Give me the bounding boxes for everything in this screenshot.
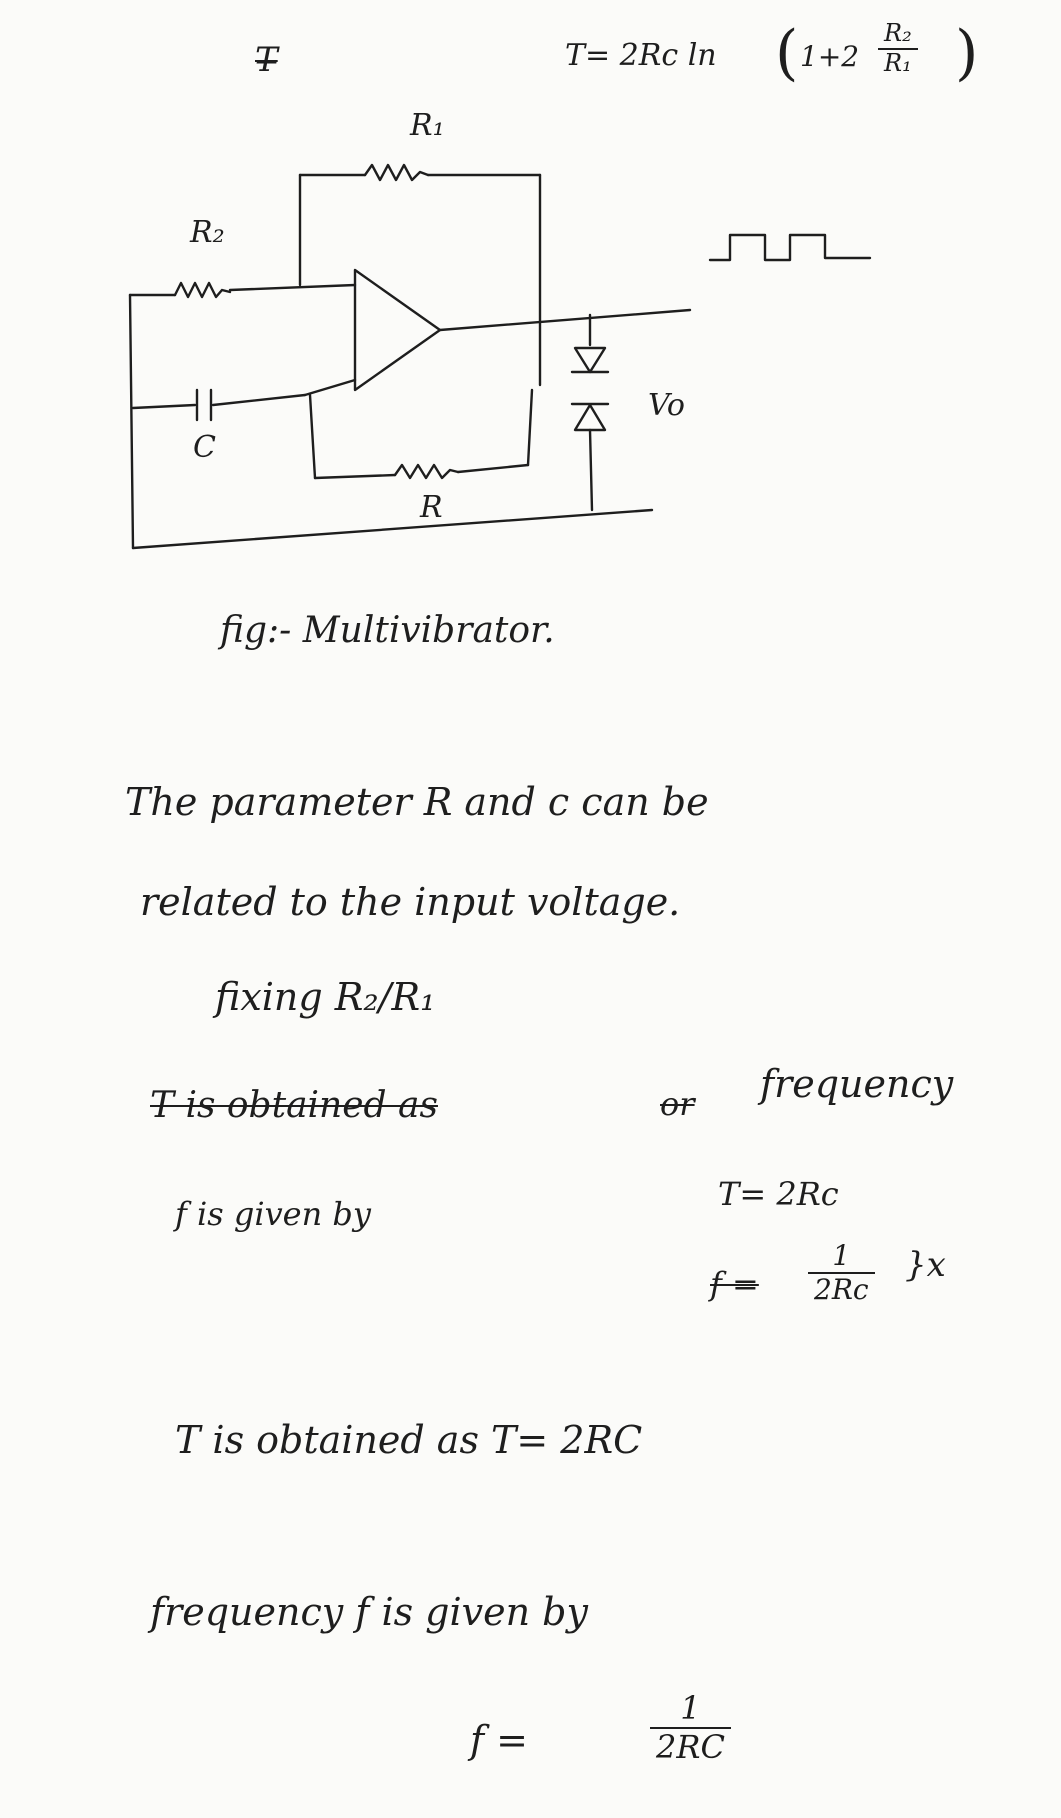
wire-cap-right — [213, 395, 305, 405]
label-r: R — [420, 490, 443, 525]
paren-close: ) — [955, 18, 979, 88]
final-f-lhs: f = — [470, 1718, 528, 1762]
wire-cap-left — [133, 405, 195, 408]
period-formula-lhs: T= 2Rc ln — [565, 38, 717, 73]
x-mark: }x — [905, 1245, 946, 1285]
para-line-3: fixing R₂/R₁ — [215, 975, 436, 1019]
resistor-r1 — [365, 165, 428, 180]
ratio-fraction — [878, 20, 918, 77]
ratio-denominator: R₁ — [878, 48, 918, 78]
para-line-2: related to the input voltage. — [140, 880, 681, 924]
wire-r-left — [315, 475, 395, 478]
wire-r2-to-opamp — [230, 285, 355, 290]
final-line-1: T is obtained as T= 2RC — [175, 1418, 643, 1462]
label-c: C — [193, 430, 216, 465]
wire-cap-to-opamp — [305, 380, 355, 395]
para-line-1: The parameter R and c can be — [125, 780, 709, 824]
struck-text: T is obtained as — [150, 1085, 438, 1126]
wire-r-right — [458, 465, 528, 472]
f-scratch-den: 2Rc — [808, 1272, 875, 1306]
zener-2 — [575, 405, 605, 430]
resistor-r — [395, 465, 458, 478]
label-r2: R₂ — [190, 215, 225, 250]
resistor-r2 — [175, 283, 230, 297]
f-scratch-num: 1 — [832, 1239, 851, 1272]
formula-inner: 1+2 — [800, 40, 860, 73]
wire-zener-bottom — [590, 430, 592, 510]
frequency-word: frequency — [760, 1062, 954, 1106]
op-amp — [355, 270, 440, 390]
final-line-2: frequency f is given by — [150, 1590, 588, 1634]
wire-output — [440, 310, 690, 330]
t-equation: T= 2Rc — [718, 1175, 839, 1213]
wire-bottom-ground — [133, 510, 652, 548]
paren-open: ( — [775, 18, 799, 88]
wire-r-right-up — [528, 390, 532, 465]
square-wave — [710, 235, 870, 260]
wire-left-vertical — [130, 295, 133, 548]
top-mark: T̶ — [255, 40, 278, 80]
final-f-fraction — [650, 1690, 731, 1766]
wire-r-left-down — [310, 395, 315, 478]
final-f-num: 1 — [680, 1689, 701, 1727]
ratio-numerator: R₂ — [884, 19, 912, 47]
or-text: or — [660, 1085, 695, 1123]
label-r1: R₁ — [410, 108, 445, 143]
f-given-line: f is given by — [175, 1195, 371, 1233]
figure-caption: fig:- Multivibrator. — [220, 610, 555, 651]
label-vo: Vo — [648, 388, 685, 423]
final-f-den: 2RC — [650, 1727, 731, 1766]
zener-1 — [575, 348, 605, 372]
multivibrator-circuit — [0, 0, 1061, 600]
f-scratch-fraction — [808, 1240, 875, 1306]
f-equation-lhs: f = — [710, 1265, 759, 1303]
